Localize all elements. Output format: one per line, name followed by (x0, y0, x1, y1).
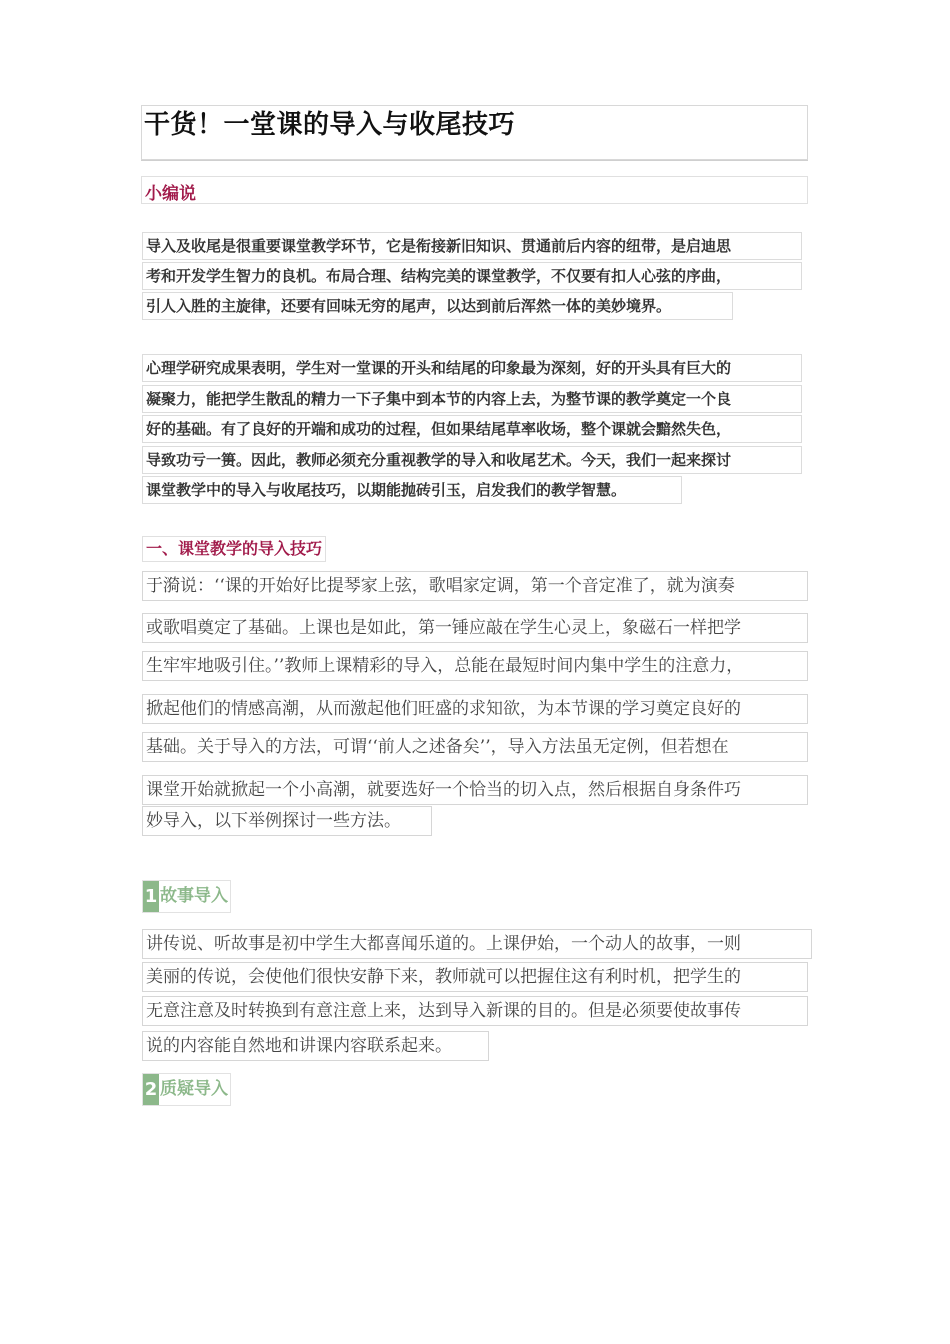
page-title: 干货！一堂课的导入与收尾技巧 (144, 110, 516, 140)
editor-label-box (141, 176, 808, 204)
intro-paragraph-2-line: 心理学研究成果表明，学生对一堂课的开头和结尾的印象最为深刻，好的开头具有巨大的 (142, 354, 802, 382)
title-box (141, 105, 808, 160)
section-1-line: 于漪说：‘‘课的开始好比提琴家上弦，歌唱家定调，第一个音定准了，就为演奏 (142, 571, 808, 601)
subsection-1-line: 说的内容能自然地和讲课内容联系起来。 (142, 1031, 489, 1061)
subsection-1-line: 讲传说、听故事是初中学生大都喜闻乐道的。上课伊始，一个动人的故事，一则 (142, 929, 812, 959)
subsection-1-heading (142, 880, 231, 913)
intro-paragraph-2-line: 课堂教学中的导入与收尾技巧，以期能抛砖引玉，启发我们的教学智慧。 (142, 476, 682, 504)
subsection-2-number: 2 (143, 1074, 159, 1105)
intro-paragraph-2-line: 导致功亏一篑。因此，教师必须充分重视教学的导入和收尾艺术。今天，我们一起来探讨 (142, 446, 802, 474)
section-1-line: 或歌唱奠定了基础。上课也是如此，第一锤应敲在学生心灵上，象磁石一样把学 (142, 613, 808, 643)
subsection-2-heading (142, 1073, 231, 1106)
subsection-1-line: 美丽的传说，会使他们很快安静下来，教师就可以把握住这有利时机，把学生的 (142, 962, 808, 992)
intro-paragraph-2-line: 好的基础。有了良好的开端和成功的过程，但如果结尾草率收场，整个课就会黯然失色， (142, 415, 802, 443)
subsection-2-label: 质疑导入 (160, 1079, 228, 1099)
intro-paragraph-1-line: 引人入胜的主旋律，还要有回味无穷的尾声，以达到前后浑然一体的美妙境界。 (142, 292, 733, 320)
intro-paragraph-1-line: 导入及收尾是很重要课堂教学环节，它是衔接新旧知识、贯通前后内容的纽带，是启迪思 (142, 232, 802, 260)
intro-paragraph-1-line: 考和开发学生智力的良机。布局合理、结构完美的课堂教学，不仅要有扣人心弦的序曲， (142, 262, 802, 290)
editor-label: 小编说 (145, 184, 196, 204)
intro-paragraph-2-line: 凝聚力，能把学生散乱的精力一下子集中到本节的内容上去，为整节课的教学奠定一个良 (142, 385, 802, 413)
subsection-1-number: 1 (143, 881, 159, 912)
subsection-1-line: 无意注意及时转换到有意注意上来，达到导入新课的目的。但是必须要使故事传 (142, 996, 808, 1026)
section-1-line: 生牢牢地吸引住。’’教师上课精彩的导入，总能在最短时间内集中学生的注意力， (142, 651, 808, 681)
section-heading: 一、课堂教学的导入技巧 (142, 536, 326, 562)
section-1-line: 基础。关于导入的方法，可谓‘‘前人之述备矣’’，导入方法虽无定例，但若想在 (142, 732, 808, 762)
section-1-line: 掀起他们的情感高潮，从而激起他们旺盛的求知欲，为本节课的学习奠定良好的 (142, 694, 808, 724)
section-1-line: 课堂开始就掀起一个小高潮，就要选好一个恰当的切入点，然后根据自身条件巧 (142, 775, 808, 805)
section-1-line: 妙导入，以下举例探讨一些方法。 (142, 806, 432, 836)
subsection-1-label: 故事导入 (160, 886, 228, 906)
